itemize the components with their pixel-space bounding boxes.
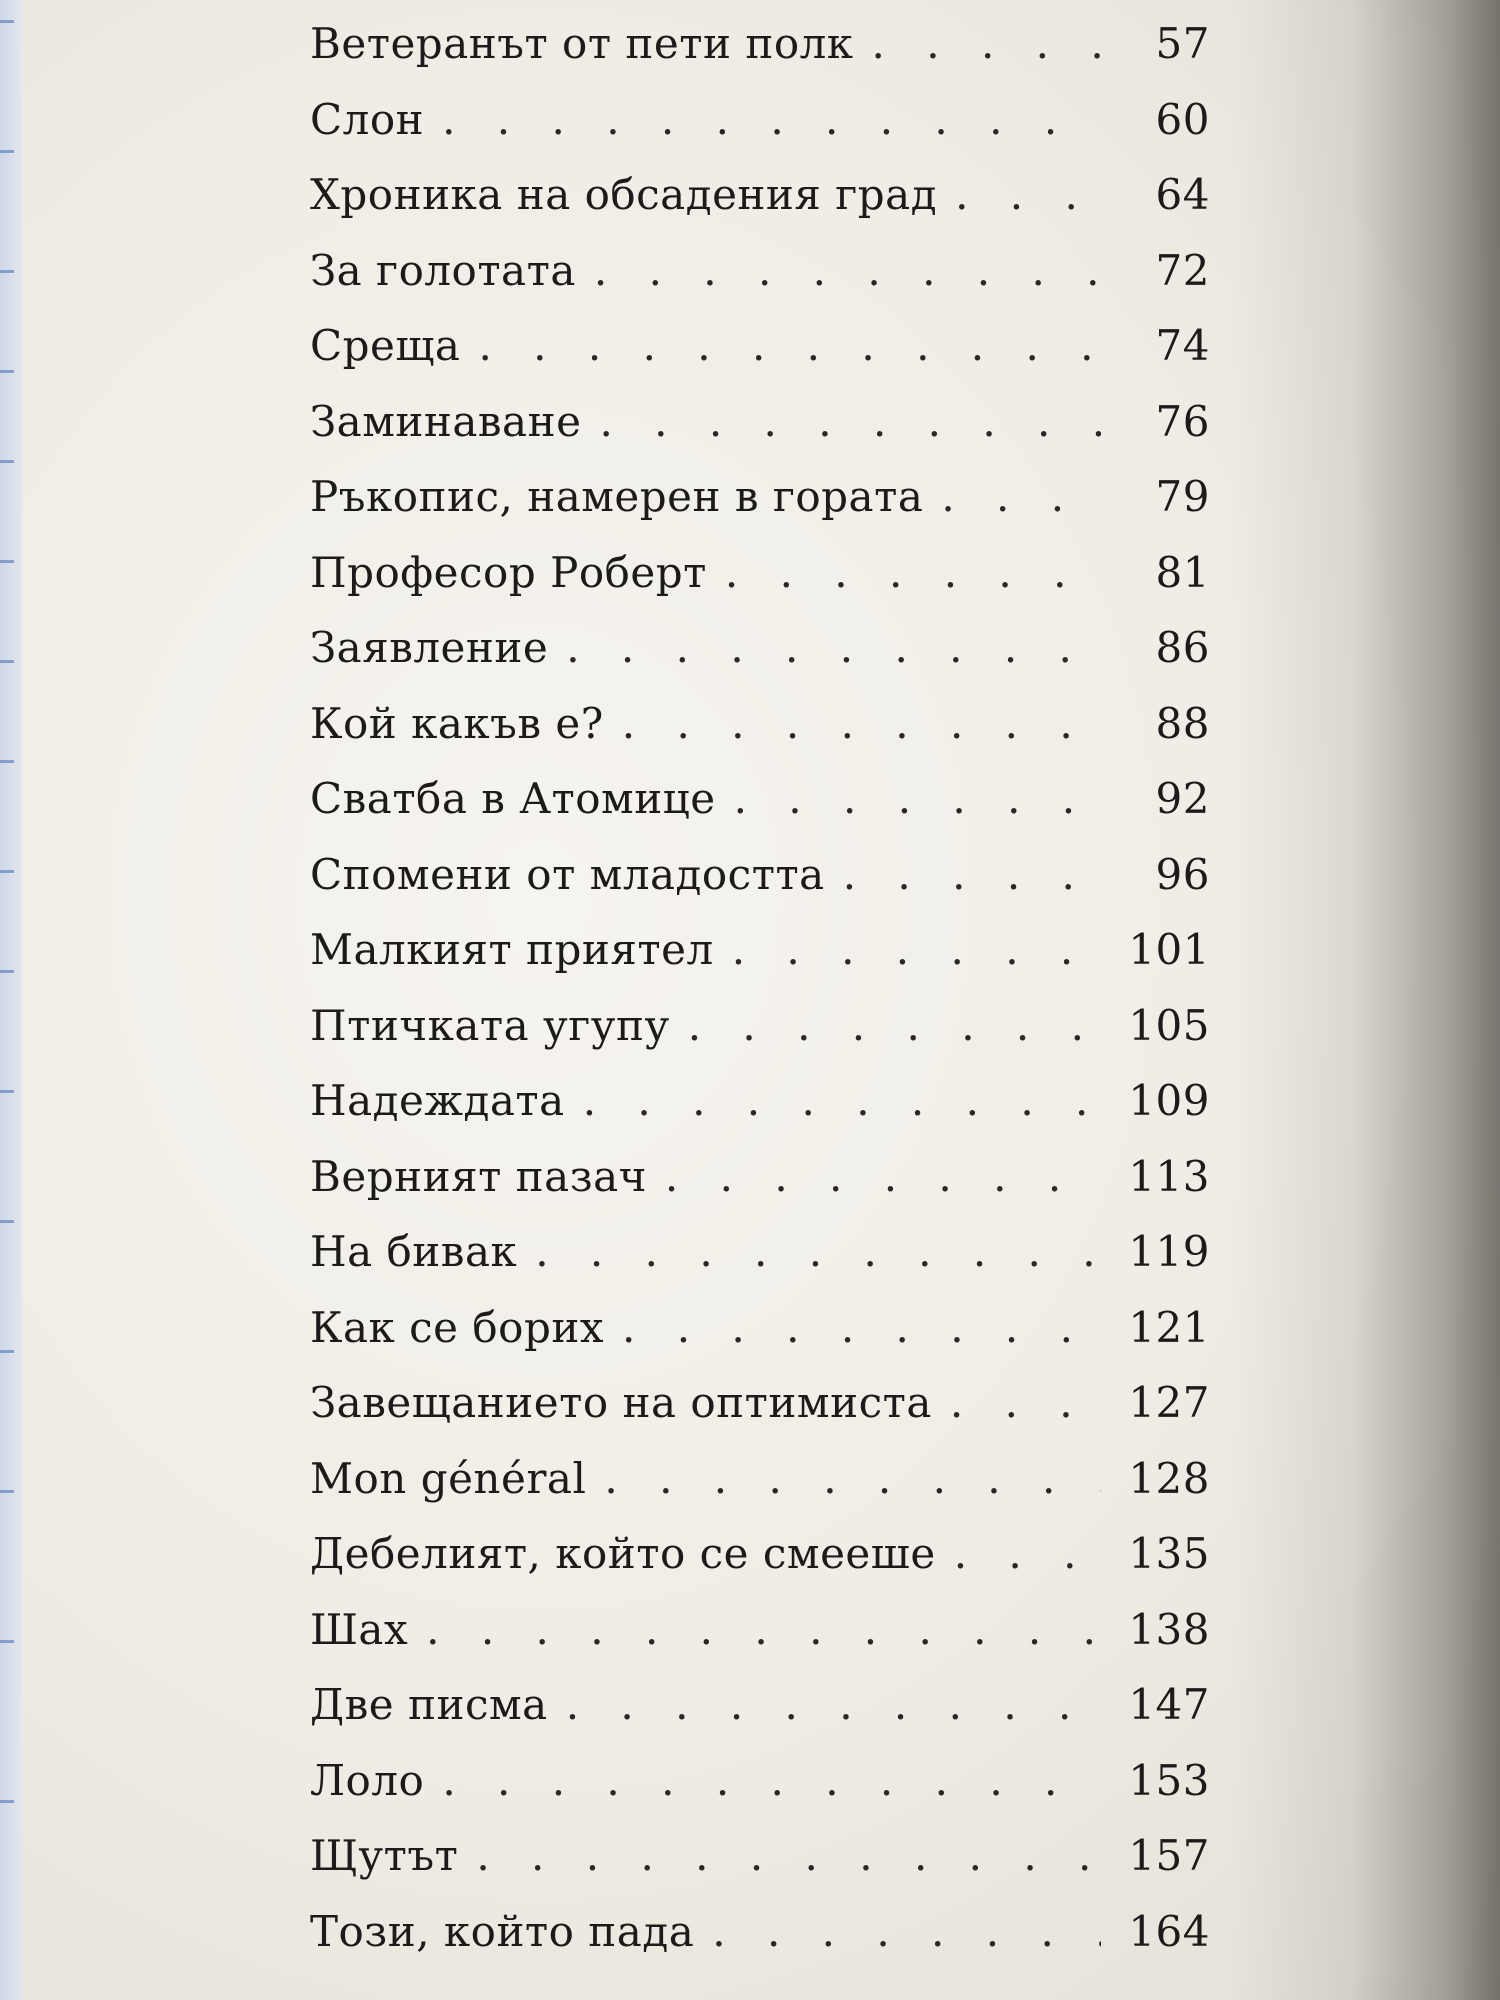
toc-entry-title: Верният пазач xyxy=(310,1151,647,1201)
notebook-line xyxy=(0,660,14,663)
dot-leader xyxy=(604,1441,1101,1517)
notebook-line xyxy=(0,370,14,373)
notebook-line xyxy=(0,460,14,463)
toc-entry-title: Лоло xyxy=(310,1755,425,1805)
dot-leader xyxy=(583,1063,1101,1139)
toc-entry-page: 119 xyxy=(1128,1227,1210,1276)
notebook-line xyxy=(0,1220,14,1223)
dot-leader xyxy=(843,837,1101,913)
toc-entry-page: 81 xyxy=(1155,547,1210,597)
notebook-line xyxy=(0,1090,14,1093)
toc-entry-title: Завещанието на оптимиста xyxy=(310,1378,932,1427)
toc-entry-page: 57 xyxy=(1155,19,1210,68)
toc-entry xyxy=(310,1516,1210,1592)
toc-entry xyxy=(310,1365,1210,1441)
notebook-line xyxy=(0,760,14,763)
toc-entry-page: 157 xyxy=(1128,1831,1210,1880)
toc-entry xyxy=(310,610,1210,686)
toc-entry-title: Щутът xyxy=(310,1831,459,1880)
dot-leader xyxy=(599,384,1101,460)
toc-entry-title: Ветеранът от пети полк xyxy=(310,19,854,68)
notebook-line xyxy=(0,20,14,23)
toc-entry xyxy=(310,1592,1210,1668)
dot-leader xyxy=(442,82,1101,158)
toc-entry xyxy=(310,686,1210,762)
toc-entry-page: 109 xyxy=(1128,1076,1210,1125)
dot-leader xyxy=(941,459,1101,535)
notebook-line xyxy=(0,1640,14,1643)
toc-entry-title: Сватба в Атомице xyxy=(310,774,716,823)
toc-entry-title: Заявление xyxy=(310,623,549,672)
toc-entry xyxy=(310,1667,1210,1743)
toc-entry-title: Кой какъв е? xyxy=(310,698,604,748)
toc-entry-page: 105 xyxy=(1128,1000,1210,1050)
dot-leader xyxy=(734,761,1101,837)
toc-entry xyxy=(310,837,1210,913)
toc-entry xyxy=(310,157,1210,233)
toc-entry-title: Професор Роберт xyxy=(310,547,707,597)
toc-entry-title: Две писма xyxy=(310,1680,548,1729)
notebook-line xyxy=(0,150,14,153)
notebook-line xyxy=(0,1800,14,1803)
toc-entry xyxy=(310,308,1210,384)
toc-entry-page: 92 xyxy=(1155,774,1210,823)
toc-entry-page: 64 xyxy=(1155,170,1210,219)
toc-entry-title: Слон xyxy=(310,94,425,144)
toc-entry xyxy=(310,384,1210,460)
toc-entry-page: 96 xyxy=(1155,849,1210,899)
toc-entry-title: На бивак xyxy=(310,1227,518,1276)
dot-leader xyxy=(535,1214,1101,1290)
toc-entry xyxy=(310,1214,1210,1290)
toc-entry-page: 153 xyxy=(1128,1755,1210,1805)
toc-entry xyxy=(310,1818,1210,1894)
dot-leader xyxy=(476,1818,1101,1894)
toc-entry-page: 138 xyxy=(1128,1604,1210,1654)
notebook-line xyxy=(0,870,14,873)
toc-entry-title: Хроника на обсадения град xyxy=(310,170,938,219)
dot-leader xyxy=(955,157,1101,233)
toc-entry-title: Шах xyxy=(310,1604,409,1654)
toc-entry-title: За голотата xyxy=(310,245,576,295)
toc-entry-title: Заминаване xyxy=(310,396,582,446)
dot-leader xyxy=(665,1139,1101,1215)
toc-entry-page: 76 xyxy=(1155,396,1210,446)
toc-entry-page: 113 xyxy=(1128,1151,1210,1201)
toc-entry-page: 72 xyxy=(1155,245,1210,295)
toc-entry-title: Среща xyxy=(310,321,461,370)
dot-leader xyxy=(442,1743,1101,1819)
toc-entry-page: 147 xyxy=(1128,1680,1210,1729)
toc-entry-page: 88 xyxy=(1155,698,1210,748)
toc-entry xyxy=(310,1139,1210,1215)
dot-leader xyxy=(732,912,1101,988)
toc-entry xyxy=(310,1290,1210,1366)
toc-entry-page: 135 xyxy=(1128,1529,1210,1578)
dot-leader xyxy=(688,988,1101,1064)
dot-leader xyxy=(725,535,1101,611)
toc-entry xyxy=(310,82,1210,158)
toc-entry xyxy=(310,1743,1210,1819)
toc-entry-page: 86 xyxy=(1155,623,1210,672)
toc-entry-page: 60 xyxy=(1155,94,1210,144)
dot-leader xyxy=(622,686,1101,762)
toc-entry-page: 164 xyxy=(1128,1906,1210,1956)
notebook-line xyxy=(0,1350,14,1353)
notebook-line xyxy=(0,270,14,273)
dot-leader xyxy=(872,6,1101,82)
notebook-line xyxy=(0,1490,14,1493)
toc-entry-title: Как се борих xyxy=(310,1302,605,1352)
dot-leader xyxy=(712,1894,1101,1970)
toc-entry xyxy=(310,1894,1210,1970)
toc-entry-title: Mon général xyxy=(310,1453,587,1503)
toc-entry-title: Ръкопис, намерен в гората xyxy=(310,472,924,521)
dot-leader xyxy=(954,1516,1101,1592)
dot-leader xyxy=(426,1592,1101,1668)
dot-leader xyxy=(950,1365,1101,1441)
dot-leader xyxy=(622,1290,1101,1366)
table-of-contents xyxy=(310,6,1210,1969)
notebook-edge xyxy=(0,0,23,2000)
toc-entry xyxy=(310,1441,1210,1517)
toc-entry xyxy=(310,1063,1210,1139)
toc-entry-title: Дебелият, който се смееше xyxy=(310,1529,936,1578)
toc-entry-page: 79 xyxy=(1155,472,1210,521)
toc-entry-title: Спомени от младостта xyxy=(310,849,825,899)
toc-entry-title: Птичката угупу xyxy=(310,1000,670,1050)
toc-entry-title: Надеждата xyxy=(310,1076,565,1125)
toc-entry xyxy=(310,912,1210,988)
toc-entry-page: 128 xyxy=(1128,1453,1210,1503)
toc-entry xyxy=(310,761,1210,837)
dot-leader xyxy=(566,610,1101,686)
dot-leader xyxy=(566,1667,1101,1743)
dot-leader xyxy=(594,233,1101,309)
dot-leader xyxy=(478,308,1101,384)
toc-entry xyxy=(310,233,1210,309)
notebook-line xyxy=(0,970,14,973)
toc-entry-page: 74 xyxy=(1155,321,1210,370)
toc-entry-page: 101 xyxy=(1128,925,1210,974)
toc-entry xyxy=(310,535,1210,611)
toc-entry xyxy=(310,6,1210,82)
toc-entry-title: Малкият приятел xyxy=(310,925,714,974)
notebook-line xyxy=(0,560,14,563)
toc-entry xyxy=(310,459,1210,535)
toc-entry-page: 121 xyxy=(1128,1302,1210,1352)
toc-entry-title: Този, който пада xyxy=(310,1906,695,1956)
toc-entry xyxy=(310,988,1210,1064)
binding-shadow xyxy=(1230,0,1500,2000)
toc-entry-page: 127 xyxy=(1128,1378,1210,1427)
